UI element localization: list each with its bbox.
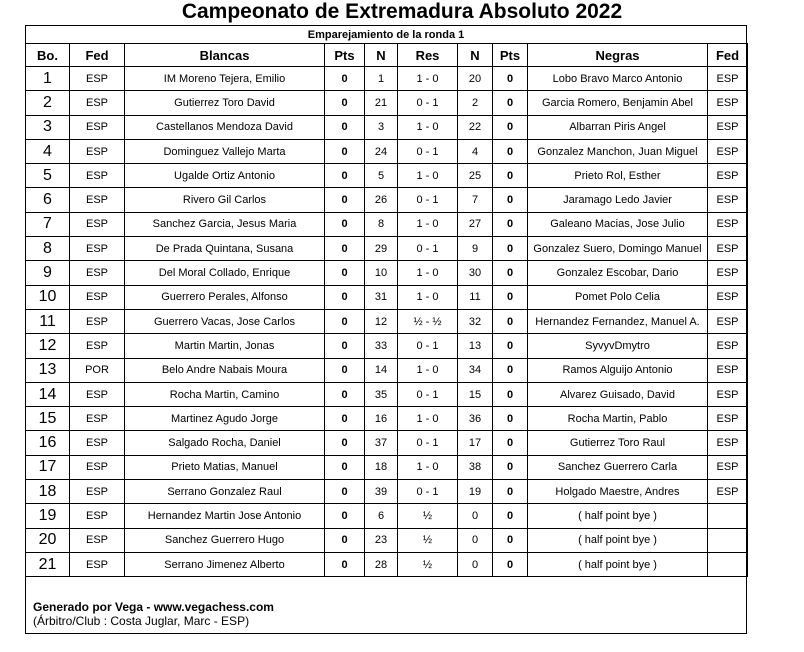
pts-white: 0	[325, 285, 365, 309]
n-black: 30	[458, 261, 493, 285]
col-header-pts-white: Pts	[325, 44, 365, 67]
fed-white: ESP	[70, 164, 125, 188]
white-player: Serrano Jimenez Alberto	[125, 552, 325, 576]
fed-black: ESP	[708, 67, 748, 91]
table-row	[26, 285, 748, 309]
fed-white: ESP	[70, 261, 125, 285]
n-white: 14	[365, 358, 398, 382]
pts-black: 0	[493, 552, 528, 576]
pts-white: 0	[325, 139, 365, 163]
generated-by: Generado por Vega - www.vegachess.com	[33, 600, 274, 614]
pts-white: 0	[325, 261, 365, 285]
black-player: Gonzalez Escobar, Dario	[528, 261, 708, 285]
table-row	[26, 431, 748, 455]
white-player: Salgado Rocha, Daniel	[125, 431, 325, 455]
n-black: 0	[458, 528, 493, 552]
fed-black: ESP	[708, 309, 748, 333]
col-header-fed-black: Fed	[708, 44, 748, 67]
fed-white: ESP	[70, 455, 125, 479]
page-title: Campeonato de Extremadura Absoluto 2022	[181, 0, 623, 23]
board-number: 10	[26, 285, 70, 309]
board-number: 7	[26, 212, 70, 236]
fed-black: ESP	[708, 285, 748, 309]
pts-white: 0	[325, 91, 365, 115]
result: 1 - 0	[398, 455, 458, 479]
table-row	[26, 480, 748, 504]
n-black: 11	[458, 285, 493, 309]
result: ½	[398, 552, 458, 576]
pts-white: 0	[325, 504, 365, 528]
fed-black: ESP	[708, 237, 748, 261]
fed-black: ESP	[708, 334, 748, 358]
n-black: 13	[458, 334, 493, 358]
fed-white: ESP	[70, 309, 125, 333]
pts-white: 0	[325, 552, 365, 576]
white-player: Guerrero Perales, Alfonso	[125, 285, 325, 309]
result: 0 - 1	[398, 334, 458, 358]
fed-black	[708, 528, 748, 552]
white-player: Belo Andre Nabais Moura	[125, 358, 325, 382]
fed-black: ESP	[708, 212, 748, 236]
pts-black: 0	[493, 261, 528, 285]
table-row	[26, 261, 748, 285]
col-header-board: Bo.	[26, 44, 70, 67]
pts-black: 0	[493, 528, 528, 552]
black-player: Gonzalez Suero, Domingo Manuel	[528, 237, 708, 261]
fed-black: ESP	[708, 164, 748, 188]
black-player: ( half point bye )	[528, 504, 708, 528]
result: 0 - 1	[398, 480, 458, 504]
fed-black: ESP	[708, 188, 748, 212]
white-player: Prieto Matias, Manuel	[125, 455, 325, 479]
pts-white: 0	[325, 480, 365, 504]
n-white: 6	[365, 504, 398, 528]
table-row	[26, 309, 748, 333]
pts-black: 0	[493, 431, 528, 455]
pts-black: 0	[493, 407, 528, 431]
white-player: Castellanos Mendoza David	[125, 115, 325, 139]
fed-white: ESP	[70, 334, 125, 358]
n-black: 36	[458, 407, 493, 431]
result: 1 - 0	[398, 285, 458, 309]
n-white: 26	[365, 188, 398, 212]
n-white: 29	[365, 237, 398, 261]
n-white: 23	[365, 528, 398, 552]
white-player: Ugalde Ortiz Antonio	[125, 164, 325, 188]
table-row	[26, 455, 748, 479]
white-player: Martinez Agudo Jorge	[125, 407, 325, 431]
pts-white: 0	[325, 212, 365, 236]
fed-black: ESP	[708, 431, 748, 455]
table-row	[26, 552, 748, 576]
n-black: 25	[458, 164, 493, 188]
black-player: Alvarez Guisado, David	[528, 382, 708, 406]
board-number: 16	[26, 431, 70, 455]
n-black: 0	[458, 552, 493, 576]
pts-black: 0	[493, 334, 528, 358]
board-number: 12	[26, 334, 70, 358]
fed-white: ESP	[70, 528, 125, 552]
n-white: 31	[365, 285, 398, 309]
n-black: 7	[458, 188, 493, 212]
fed-black: ESP	[708, 115, 748, 139]
pts-white: 0	[325, 334, 365, 358]
white-player: IM Moreno Tejera, Emilio	[125, 67, 325, 91]
col-header-pts-black: Pts	[493, 44, 528, 67]
board-number: 4	[26, 139, 70, 163]
table-row	[26, 139, 748, 163]
fed-black: ESP	[708, 382, 748, 406]
board-number: 13	[26, 358, 70, 382]
black-player: Prieto Rol, Esther	[528, 164, 708, 188]
pts-black: 0	[493, 115, 528, 139]
white-player: De Prada Quintana, Susana	[125, 237, 325, 261]
result: 1 - 0	[398, 407, 458, 431]
fed-white: ESP	[70, 188, 125, 212]
board-number: 17	[26, 455, 70, 479]
board-number: 11	[26, 309, 70, 333]
white-player: Del Moral Collado, Enrique	[125, 261, 325, 285]
n-black: 19	[458, 480, 493, 504]
n-white: 24	[365, 139, 398, 163]
table-row	[26, 91, 748, 115]
table-row	[26, 358, 748, 382]
black-player: Garcia Romero, Benjamin Abel	[528, 91, 708, 115]
table-row	[26, 407, 748, 431]
n-black: 2	[458, 91, 493, 115]
board-number: 14	[26, 382, 70, 406]
n-white: 35	[365, 382, 398, 406]
result: 0 - 1	[398, 91, 458, 115]
n-white: 1	[365, 67, 398, 91]
white-player: Sanchez Garcia, Jesus Maria	[125, 212, 325, 236]
white-player: Serrano Gonzalez Raul	[125, 480, 325, 504]
fed-black	[708, 504, 748, 528]
black-player: SyvyvDmytro	[528, 334, 708, 358]
black-player: Hernandez Fernandez, Manuel A.	[528, 309, 708, 333]
pts-black: 0	[493, 91, 528, 115]
black-player: ( half point bye )	[528, 552, 708, 576]
n-black: 0	[458, 504, 493, 528]
table-row	[26, 164, 748, 188]
col-header-fed-white: Fed	[70, 44, 125, 67]
white-player: Martin Martin, Jonas	[125, 334, 325, 358]
white-player: Dominguez Vallejo Marta	[125, 139, 325, 163]
pairings-table	[25, 43, 748, 577]
col-header-n-black: N	[458, 44, 493, 67]
result: 0 - 1	[398, 139, 458, 163]
black-player: ( half point bye )	[528, 528, 708, 552]
pts-white: 0	[325, 407, 365, 431]
fed-white: ESP	[70, 552, 125, 576]
fed-white: ESP	[70, 407, 125, 431]
table-row	[26, 212, 748, 236]
pts-white: 0	[325, 528, 365, 552]
result: 0 - 1	[398, 237, 458, 261]
pts-white: 0	[325, 67, 365, 91]
result: 0 - 1	[398, 431, 458, 455]
col-header-black: Negras	[528, 44, 708, 67]
pts-white: 0	[325, 115, 365, 139]
white-player: Gutierrez Toro David	[125, 91, 325, 115]
n-white: 39	[365, 480, 398, 504]
pts-white: 0	[325, 358, 365, 382]
result: ½ - ½	[398, 309, 458, 333]
fed-white: ESP	[70, 480, 125, 504]
n-black: 32	[458, 309, 493, 333]
board-number: 8	[26, 237, 70, 261]
black-player: Jaramago Ledo Javier	[528, 188, 708, 212]
n-black: 17	[458, 431, 493, 455]
table-row	[26, 528, 748, 552]
black-player: Sanchez Guerrero Carla	[528, 455, 708, 479]
fed-white: ESP	[70, 67, 125, 91]
board-number: 18	[26, 480, 70, 504]
fed-black: ESP	[708, 358, 748, 382]
n-black: 27	[458, 212, 493, 236]
col-header-n-white: N	[365, 44, 398, 67]
result: 1 - 0	[398, 115, 458, 139]
n-black: 38	[458, 455, 493, 479]
black-player: Rocha Martin, Pablo	[528, 407, 708, 431]
n-white: 33	[365, 334, 398, 358]
result: 0 - 1	[398, 382, 458, 406]
table-header-row	[26, 44, 748, 67]
n-black: 34	[458, 358, 493, 382]
fed-black: ESP	[708, 261, 748, 285]
fed-black: ESP	[708, 480, 748, 504]
result: 1 - 0	[398, 164, 458, 188]
n-black: 15	[458, 382, 493, 406]
pairings-frame	[25, 25, 747, 634]
white-player: Rivero Gil Carlos	[125, 188, 325, 212]
result: 0 - 1	[398, 188, 458, 212]
col-header-white: Blancas	[125, 44, 325, 67]
black-player: Gutierrez Toro Raul	[528, 431, 708, 455]
pts-white: 0	[325, 309, 365, 333]
white-player: Guerrero Vacas, Jose Carlos	[125, 309, 325, 333]
table-row	[26, 334, 748, 358]
pts-black: 0	[493, 455, 528, 479]
pts-white: 0	[325, 455, 365, 479]
black-player: Lobo Bravo Marco Antonio	[528, 67, 708, 91]
board-number: 15	[26, 407, 70, 431]
board-number: 3	[26, 115, 70, 139]
n-white: 18	[365, 455, 398, 479]
white-player: Rocha Martin, Camino	[125, 382, 325, 406]
fed-white: ESP	[70, 382, 125, 406]
n-white: 28	[365, 552, 398, 576]
board-number: 9	[26, 261, 70, 285]
board-number: 20	[26, 528, 70, 552]
table-row	[26, 188, 748, 212]
pts-black: 0	[493, 188, 528, 212]
fed-white: ESP	[70, 212, 125, 236]
pts-black: 0	[493, 480, 528, 504]
table-row	[26, 237, 748, 261]
board-number: 5	[26, 164, 70, 188]
black-player: Albarran Piris Angel	[528, 115, 708, 139]
n-white: 12	[365, 309, 398, 333]
arbiter-line: (Árbitro/Club : Costa Juglar, Marc - ESP)	[33, 614, 250, 628]
pts-white: 0	[325, 164, 365, 188]
board-number: 19	[26, 504, 70, 528]
fed-black: ESP	[708, 407, 748, 431]
fed-black: ESP	[708, 139, 748, 163]
n-white: 3	[365, 115, 398, 139]
table-row	[26, 382, 748, 406]
pts-white: 0	[325, 431, 365, 455]
black-player: Holgado Maestre, Andres	[528, 480, 708, 504]
black-player: Pomet Polo Celia	[528, 285, 708, 309]
fed-black	[708, 552, 748, 576]
n-white: 37	[365, 431, 398, 455]
table-body	[26, 67, 748, 577]
round-subtitle: Emparejamiento de la ronda 1	[307, 29, 465, 41]
result: ½	[398, 504, 458, 528]
n-black: 22	[458, 115, 493, 139]
result: 1 - 0	[398, 261, 458, 285]
footer	[33, 600, 274, 628]
table-row	[26, 67, 748, 91]
pts-white: 0	[325, 188, 365, 212]
col-header-result: Res	[398, 44, 458, 67]
pts-black: 0	[493, 237, 528, 261]
board-number: 21	[26, 552, 70, 576]
fed-white: ESP	[70, 504, 125, 528]
pts-black: 0	[493, 212, 528, 236]
n-black: 4	[458, 139, 493, 163]
fed-white: ESP	[70, 115, 125, 139]
black-player: Gonzalez Manchon, Juan Miguel	[528, 139, 708, 163]
n-white: 8	[365, 212, 398, 236]
table-row	[26, 115, 748, 139]
result: 1 - 0	[398, 212, 458, 236]
n-white: 16	[365, 407, 398, 431]
table-row	[26, 504, 748, 528]
pts-black: 0	[493, 139, 528, 163]
pts-white: 0	[325, 382, 365, 406]
fed-black: ESP	[708, 91, 748, 115]
pts-black: 0	[493, 67, 528, 91]
fed-black: ESP	[708, 455, 748, 479]
n-white: 21	[365, 91, 398, 115]
board-number: 2	[26, 91, 70, 115]
result: ½	[398, 528, 458, 552]
n-black: 20	[458, 67, 493, 91]
fed-white: ESP	[70, 285, 125, 309]
white-player: Sanchez Guerrero Hugo	[125, 528, 325, 552]
fed-white: ESP	[70, 139, 125, 163]
fed-white: ESP	[70, 237, 125, 261]
fed-white: ESP	[70, 91, 125, 115]
result: 1 - 0	[398, 358, 458, 382]
board-number: 1	[26, 67, 70, 91]
pts-black: 0	[493, 309, 528, 333]
pts-black: 0	[493, 504, 528, 528]
pts-black: 0	[493, 285, 528, 309]
black-player: Galeano Macias, Jose Julio	[528, 212, 708, 236]
board-number: 6	[26, 188, 70, 212]
white-player: Hernandez Martin Jose Antonio	[125, 504, 325, 528]
black-player: Ramos Alguijo Antonio	[528, 358, 708, 382]
pts-black: 0	[493, 382, 528, 406]
n-white: 10	[365, 261, 398, 285]
fed-white: ESP	[70, 431, 125, 455]
pts-black: 0	[493, 164, 528, 188]
n-white: 5	[365, 164, 398, 188]
pts-black: 0	[493, 358, 528, 382]
pts-white: 0	[325, 237, 365, 261]
n-black: 9	[458, 237, 493, 261]
fed-white: POR	[70, 358, 125, 382]
result: 1 - 0	[398, 67, 458, 91]
